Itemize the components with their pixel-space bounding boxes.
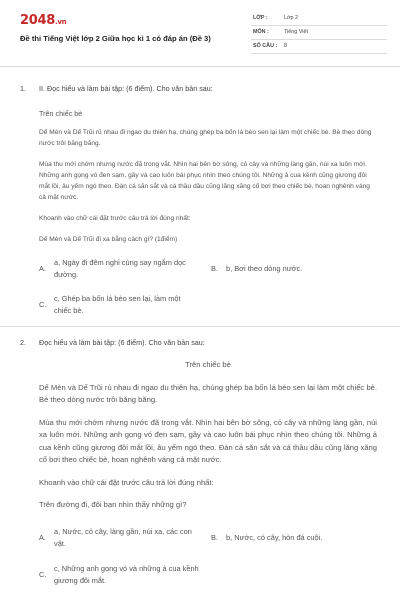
instruction-text: Khoanh vào chữ cái đặt trước câu trả lời đúng nhất:	[39, 215, 191, 222]
passage-paragraph: Mùa thu mới chớm nhưng nước đã trong vắt. Nhìn hai bên bờ sông, cỏ cây và những làng gần, núi xa luôn mới. Những anh gọng vó đen sạm, gầy và cao luôn bái phục nhìn theo chúng tôi. Những ả cua kềnh cũng giương đôi mắt lồi, âu yếm ngó theo. Đàn cá săn sắt và cá thầu dầu cũng lăng xăng cố bơi theo chiếc bè, hoan nghênh váng cả mặt nước.	[39, 161, 370, 201]
passage-paragraph: Dế Mèn và Dế Trũi rủ nhau đi ngao du thiên hạ, chúng ghép ba bốn lá bèo sen lại làm một chiếc bè. Bè theo dòng nước trôi băng băng.	[39, 129, 372, 147]
option-text: c, Ghép ba bốn lá bèo sen lại, làm một chiếc bè.	[54, 294, 181, 315]
passage-title: Trên chiếc bè	[185, 360, 231, 369]
question-body	[39, 359, 377, 512]
meta-key: LỚP :	[253, 15, 268, 21]
site-logo[interactable]	[20, 13, 66, 28]
logo-main: 2048	[20, 13, 55, 28]
option-letter: C.	[39, 300, 47, 309]
meta-key: MÔN :	[253, 29, 269, 35]
question-divider	[0, 326, 400, 327]
question-text: Dế Mèn và Dế Trũi đi xa bằng cách gì? (1điểm)	[39, 236, 178, 243]
passage-paragraph: Mùa thu mới chớm nhưng nước đã trong vắt. Nhìn hai bên bờ sông, cỏ cây và những làng gần, núi xa luôn mới. Những anh gọng vó đen sạm, gầy và cao luôn bái phục nhìn theo chúng tôi. Những ả cua kềnh cũng giương đôi mắt lồi, âu yếm ngó theo. Đàn cá săn sắt và cá thầu dầu cũng lăng xăng cố bơi theo chiếc bè, hoan nghênh váng cả mặt nước.	[39, 417, 377, 464]
header-divider	[0, 66, 400, 67]
passage-paragraph: Dế Mèn và Dế Trũi rủ nhau đi ngao du thiên hạ, chúng ghép ba bốn lá bèo sen lại làm một chiếc bè. Bè theo dòng nước trôi băng băng.	[39, 382, 377, 404]
instruction-text: Khoanh vào chữ cái đặt trước câu trả lời đúng nhất:	[39, 477, 214, 487]
question-prompt: Đọc hiểu và làm bài tập: (6 điểm). Cho văn bản sau:	[39, 338, 205, 347]
option-letter: B.	[211, 533, 218, 542]
meta-value: 8	[284, 43, 287, 49]
question-number: 2.	[20, 338, 26, 347]
meta-key: SỐ CÂU :	[253, 43, 278, 49]
option-letter: C.	[39, 570, 47, 579]
option-text: a, Nước, cỏ cây, làng gần, núi xa, các con vật.	[54, 527, 192, 548]
option-letter: A.	[39, 533, 46, 542]
page-header	[0, 0, 400, 66]
page-title: Đề thi Tiếng Việt lớp 2 Giữa học kì 1 có đáp án (Đề 3)	[20, 34, 211, 43]
logo-sub: .vn	[54, 18, 67, 26]
question-body	[39, 108, 377, 245]
question-text: Trên đường đi, đôi bạn nhìn thấy những gì?	[39, 500, 187, 509]
option-text: c, Những anh gọng vó và những ả cua kềnh giương đôi mắt.	[54, 564, 199, 585]
meta-row-subject	[251, 26, 387, 40]
exam-meta-table	[251, 12, 387, 54]
option-text: b, Nước, cỏ cây, hòn đá cuội.	[226, 533, 323, 542]
question-number: 1.	[20, 84, 26, 93]
option-text: b, Bơi theo dòng nước.	[226, 264, 303, 273]
option-letter: B.	[211, 264, 218, 273]
option-text: a, Ngày đi đêm nghỉ cùng say ngắm dọc đường.	[54, 258, 186, 279]
option-letter: A.	[39, 264, 46, 273]
meta-row-count	[251, 40, 387, 54]
question-prompt: II. Đọc hiểu và làm bài tập: (6 điểm). Cho văn bản sau:	[39, 84, 213, 93]
meta-value: Lớp 2	[284, 15, 299, 21]
meta-row-grade	[251, 12, 387, 26]
passage-title: Trên chiếc bè	[39, 109, 83, 118]
meta-value: Tiếng Việt	[284, 29, 308, 35]
